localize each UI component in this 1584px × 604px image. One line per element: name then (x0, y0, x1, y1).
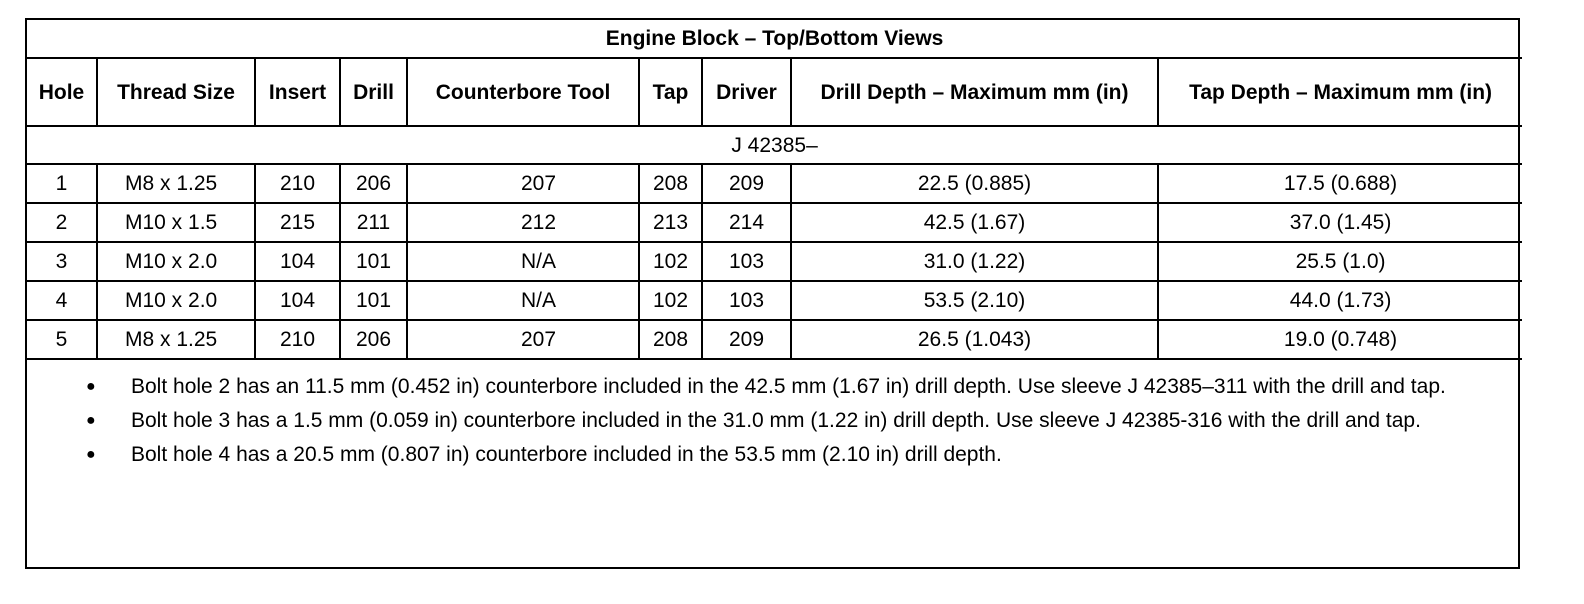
cell-driver: 214 (702, 203, 791, 242)
cell-hole: 1 (27, 164, 97, 203)
cell-hole: 5 (27, 320, 97, 359)
header-tap: Tap (639, 58, 702, 126)
cell-insert: 210 (255, 320, 340, 359)
cell-insert: 210 (255, 164, 340, 203)
cell-insert: 104 (255, 281, 340, 320)
cell-thread-size: M10 x 2.0 (97, 242, 255, 281)
table-title-row (27, 20, 1522, 58)
cell-drill: 206 (340, 320, 407, 359)
cell-counterbore-tool: 207 (407, 164, 639, 203)
cell-driver: 209 (702, 164, 791, 203)
cell-tap: 213 (639, 203, 702, 242)
cell-counterbore-tool: N/A (407, 242, 639, 281)
spec-sheet (25, 18, 1520, 569)
bullet-icon: ● (86, 412, 96, 429)
header-counterbore-tool: Counterbore Tool (407, 58, 639, 126)
note-item (27, 442, 1508, 467)
header-hole: Hole (27, 58, 97, 126)
table-row (27, 203, 1522, 242)
notes-list (27, 360, 1518, 467)
cell-driver: 209 (702, 320, 791, 359)
table-row (27, 281, 1522, 320)
cell-tap-depth: 17.5 (0.688) (1158, 164, 1522, 203)
cell-hole: 4 (27, 281, 97, 320)
table-header-row (27, 58, 1522, 126)
cell-driver: 103 (702, 281, 791, 320)
header-tap-depth: Tap Depth – Maximum mm (in) (1158, 58, 1522, 126)
note-item (27, 374, 1508, 399)
cell-drill-depth: 42.5 (1.67) (791, 203, 1158, 242)
cell-tap-depth: 37.0 (1.45) (1158, 203, 1522, 242)
cell-tap: 208 (639, 164, 702, 203)
cell-drill-depth: 53.5 (2.10) (791, 281, 1158, 320)
cell-thread-size: M10 x 1.5 (97, 203, 255, 242)
cell-drill-depth: 26.5 (1.043) (791, 320, 1158, 359)
cell-tap: 208 (639, 320, 702, 359)
cell-thread-size: M8 x 1.25 (97, 164, 255, 203)
cell-thread-size: M8 x 1.25 (97, 320, 255, 359)
header-drill-depth: Drill Depth – Maximum mm (in) (791, 58, 1158, 126)
cell-drill-depth: 31.0 (1.22) (791, 242, 1158, 281)
cell-tap: 102 (639, 281, 702, 320)
header-insert: Insert (255, 58, 340, 126)
cell-counterbore-tool: 207 (407, 320, 639, 359)
note-item (27, 408, 1508, 433)
cell-tap-depth: 25.5 (1.0) (1158, 242, 1522, 281)
cell-driver: 103 (702, 242, 791, 281)
bullet-icon: ● (86, 446, 96, 463)
cell-counterbore-tool: 212 (407, 203, 639, 242)
header-driver: Driver (702, 58, 791, 126)
cell-drill: 211 (340, 203, 407, 242)
cell-drill: 101 (340, 281, 407, 320)
note-text: Bolt hole 2 has an 11.5 mm (0.452 in) counterbore included in the 42.5 mm (1.67 in) drill depth. Use sleeve J 42385–311 with the drill and tap. (131, 375, 1446, 398)
table-title: Engine Block – Top/Bottom Views (27, 20, 1522, 58)
note-text: Bolt hole 4 has a 20.5 mm (0.807 in) counterbore included in the 53.5 mm (2.10 in) drill depth. (131, 443, 1002, 466)
table-row (27, 164, 1522, 203)
engine-block-spec-table (27, 20, 1522, 360)
bullet-icon: ● (86, 378, 96, 395)
table-row (27, 242, 1522, 281)
header-thread-size: Thread Size (97, 58, 255, 126)
cell-drill-depth: 22.5 (0.885) (791, 164, 1158, 203)
cell-counterbore-tool: N/A (407, 281, 639, 320)
cell-tap-depth: 19.0 (0.748) (1158, 320, 1522, 359)
cell-insert: 104 (255, 242, 340, 281)
cell-tap-depth: 44.0 (1.73) (1158, 281, 1522, 320)
cell-drill: 101 (340, 242, 407, 281)
tool-prefix-row (27, 126, 1522, 164)
cell-insert: 215 (255, 203, 340, 242)
cell-hole: 2 (27, 203, 97, 242)
cell-drill: 206 (340, 164, 407, 203)
cell-tap: 102 (639, 242, 702, 281)
cell-thread-size: M10 x 2.0 (97, 281, 255, 320)
note-text: Bolt hole 3 has a 1.5 mm (0.059 in) counterbore included in the 31.0 mm (1.22 in) drill depth. Use sleeve J 42385-316 with the drill and tap. (131, 409, 1421, 432)
cell-hole: 3 (27, 242, 97, 281)
tool-prefix: J 42385– (27, 126, 1522, 164)
table-row (27, 320, 1522, 359)
header-drill: Drill (340, 58, 407, 126)
